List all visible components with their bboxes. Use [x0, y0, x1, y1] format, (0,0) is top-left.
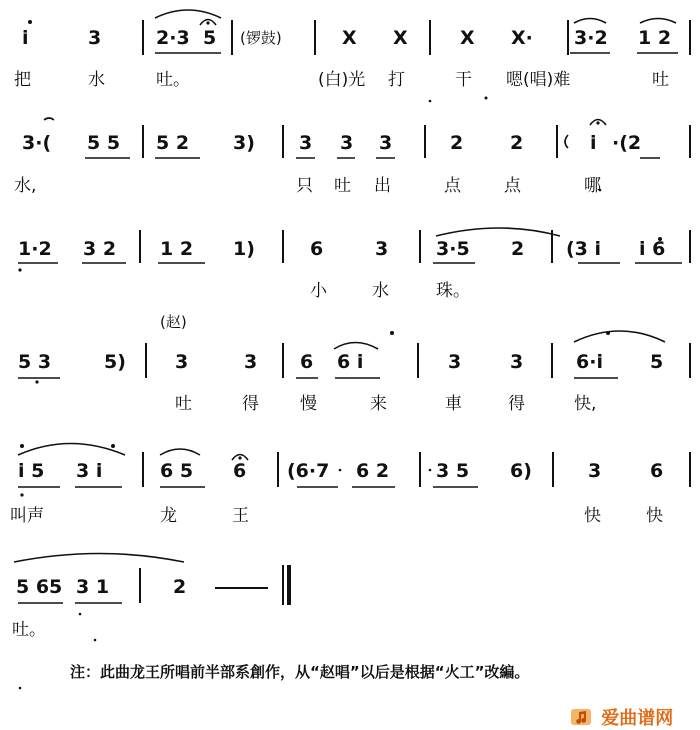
lyric: 吐 — [175, 394, 192, 414]
lyric: 来 — [370, 394, 387, 414]
note: 3 — [379, 132, 393, 154]
note: i — [590, 132, 597, 154]
note: 6 — [300, 351, 314, 373]
note: 3 — [244, 351, 258, 373]
lyric: 吐。 — [156, 70, 190, 90]
note-group: 1 2 — [160, 238, 194, 260]
note: 3 — [175, 351, 189, 373]
note: 6 — [310, 238, 324, 260]
note: i — [22, 27, 29, 49]
percussion-beat: X· — [511, 27, 533, 49]
note: 3 — [448, 351, 462, 373]
note-group: i 6 — [639, 238, 666, 260]
note-group: 5 3 — [18, 351, 52, 373]
note-group: 6 i — [337, 351, 364, 373]
watermark — [570, 704, 673, 730]
lyric: 水 — [372, 281, 389, 301]
note: 3 — [299, 132, 313, 154]
note-group: (3 i — [566, 238, 602, 260]
lyric: 吐。 — [12, 620, 46, 640]
note-group: 3 1 — [76, 576, 110, 598]
note-group: 1·2 — [18, 238, 52, 260]
lyric: 快 — [584, 506, 601, 526]
note-group: 3 i — [76, 460, 103, 482]
note-group: 5 2 — [156, 132, 190, 154]
note-group: 3 2 — [83, 238, 117, 260]
lyric: 王 — [232, 506, 249, 526]
lyric: 快 — [646, 506, 663, 526]
lyric: 車 — [445, 394, 462, 414]
footnote: 注：此曲龙王所唱前半部系創作，从“赵唱”以后是根据“火工”改編。 — [70, 663, 530, 681]
note: 2 — [511, 238, 525, 260]
note: 6) — [510, 460, 532, 482]
note: 6 — [650, 460, 664, 482]
note: 3·( — [22, 132, 52, 154]
note-group: 2·3 — [156, 27, 190, 49]
lyric: 叫声 — [10, 506, 44, 526]
lyric: 只 — [296, 176, 313, 196]
note: 3 — [588, 460, 602, 482]
note-group: (6·7 — [287, 460, 330, 482]
note: 5) — [104, 351, 126, 373]
note-group: 3·5 — [436, 238, 470, 260]
note-group: 1 2 — [638, 27, 672, 49]
lyric: (白)光 — [318, 70, 366, 90]
lyric: 吐 — [334, 176, 351, 196]
lyric: 打 — [388, 70, 405, 90]
note: 2 — [173, 576, 187, 598]
note-group: 6 5 — [160, 460, 194, 482]
lyric: 嗯(唱)难 — [506, 70, 571, 90]
percussion-beat: X — [342, 27, 357, 49]
lyric: 慢 — [300, 394, 317, 414]
note: 6 — [233, 460, 247, 482]
music-note-logo-icon — [570, 707, 592, 727]
note: 3 — [88, 27, 102, 49]
note: 5 — [650, 351, 664, 373]
lyric: 吐 — [652, 70, 669, 90]
note: 3 — [375, 238, 389, 260]
note-group: 3·2 — [574, 27, 608, 49]
percussion-beat: X — [460, 27, 475, 49]
percussion-marking: (锣鼓) — [240, 29, 282, 47]
note: 3) — [233, 132, 255, 154]
note: ·(2 — [612, 132, 642, 154]
lyric: 水 — [88, 70, 105, 90]
lyric: 出 — [374, 176, 391, 196]
percussion-beat: X — [393, 27, 408, 49]
watermark-text: 爱曲谱网 — [601, 708, 674, 729]
note-group: 6·i — [576, 351, 603, 373]
note-group: 5 65 — [16, 576, 63, 598]
lyric: 干 — [455, 70, 472, 90]
note: 5 — [203, 27, 217, 49]
note: 2 — [450, 132, 464, 154]
lyric: 水, — [14, 176, 37, 196]
lyric: 点 — [444, 176, 461, 196]
note: 3 — [340, 132, 354, 154]
lyric: 把 — [14, 70, 31, 90]
role-marking: (赵) — [160, 313, 187, 331]
note-group: 5 5 — [87, 132, 121, 154]
note: 3 — [510, 351, 524, 373]
note: 1) — [233, 238, 255, 260]
lyric: 得 — [508, 394, 525, 414]
note: 2 — [510, 132, 524, 154]
lyric: 点 — [504, 176, 521, 196]
lyric: 快, — [574, 394, 597, 414]
note-group: i 5 — [18, 460, 45, 482]
lyric: 小 — [310, 281, 327, 301]
note-group: 6 2 — [356, 460, 390, 482]
lyric: 哪 — [584, 176, 601, 196]
note-group: 3 5 — [436, 460, 470, 482]
lyric: 得 — [242, 394, 259, 414]
lyric: 龙 — [160, 506, 177, 526]
lyric: 珠。 — [436, 281, 470, 301]
